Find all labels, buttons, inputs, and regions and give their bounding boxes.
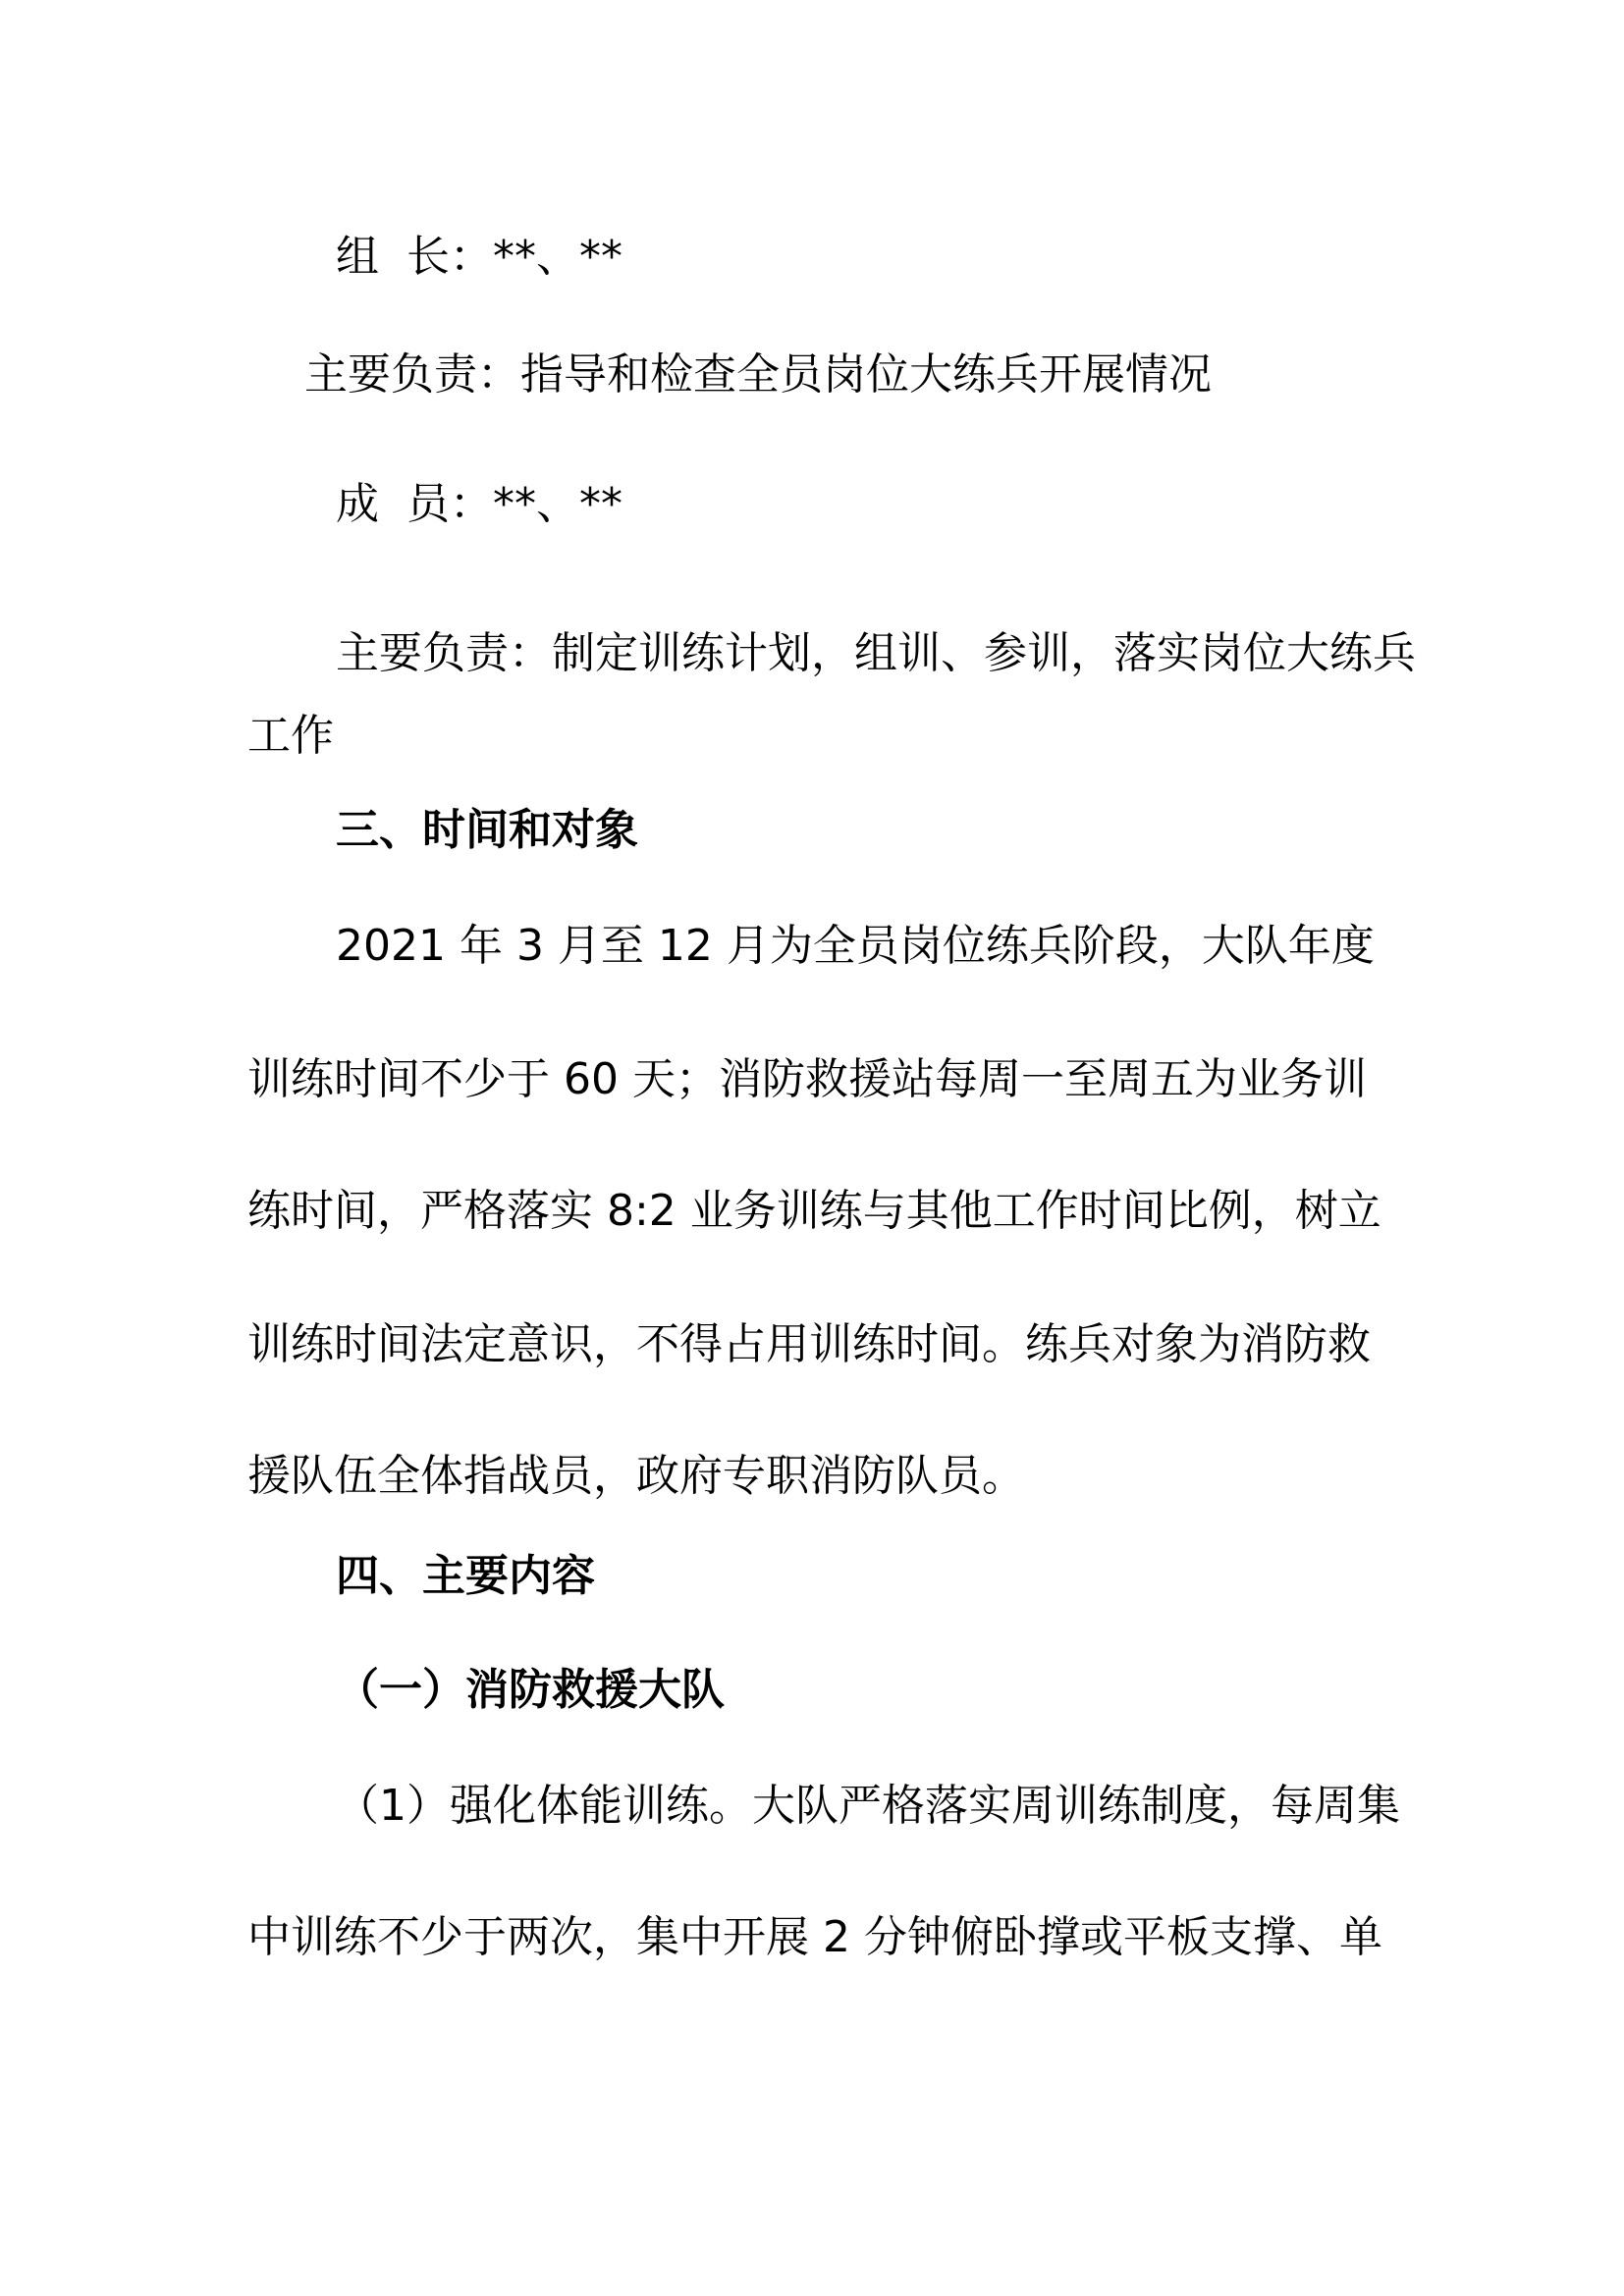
leader-duty: 主要负责：指导和检查全员岗位大练兵开展情况	[304, 349, 1212, 400]
section-4-heading: 四、主要内容	[336, 1551, 595, 1601]
item-1-paragraph-line: 中训练不少于两次，集中开展 2 分钟俯卧撑或平板支撑、单	[247, 1912, 1382, 1962]
section-3-paragraph-line: 训练时间法定意识，不得占用训练时间。练兵对象为消防救	[247, 1319, 1371, 1369]
member-value: **、**	[492, 479, 623, 529]
section-3-paragraph-line: 援队伍全体指战员，政府专职消防队员。	[247, 1451, 1025, 1501]
item-1-paragraph-line: （1）强化体能训练。大队严格落实周训练制度，每周集	[336, 1781, 1400, 1831]
subsection-1-heading: （一）消防救援大队	[336, 1665, 725, 1715]
section-3-heading: 三、时间和对象	[336, 805, 638, 855]
section-3-paragraph-line: 训练时间不少于 60 天；消防救援站每周一至周五为业务训	[247, 1054, 1367, 1104]
member-label: 成 员：	[336, 479, 493, 529]
section-3-paragraph-line: 2021 年 3 月至 12 月为全员岗位练兵阶段，大队年度	[336, 921, 1375, 971]
leader-label: 组 长：	[336, 232, 493, 282]
member-line	[336, 475, 623, 534]
section-3-paragraph-line: 练时间，严格落实 8:2 业务训练与其他工作时间比例，树立	[247, 1186, 1381, 1236]
member-duty-line-1: 主要负责：制定训练计划，组训、参训，落实岗位大练兵	[336, 628, 1416, 678]
leader-value: **、**	[492, 232, 623, 282]
leader-line	[336, 228, 623, 287]
member-duty-line-2: 工作	[247, 711, 334, 761]
